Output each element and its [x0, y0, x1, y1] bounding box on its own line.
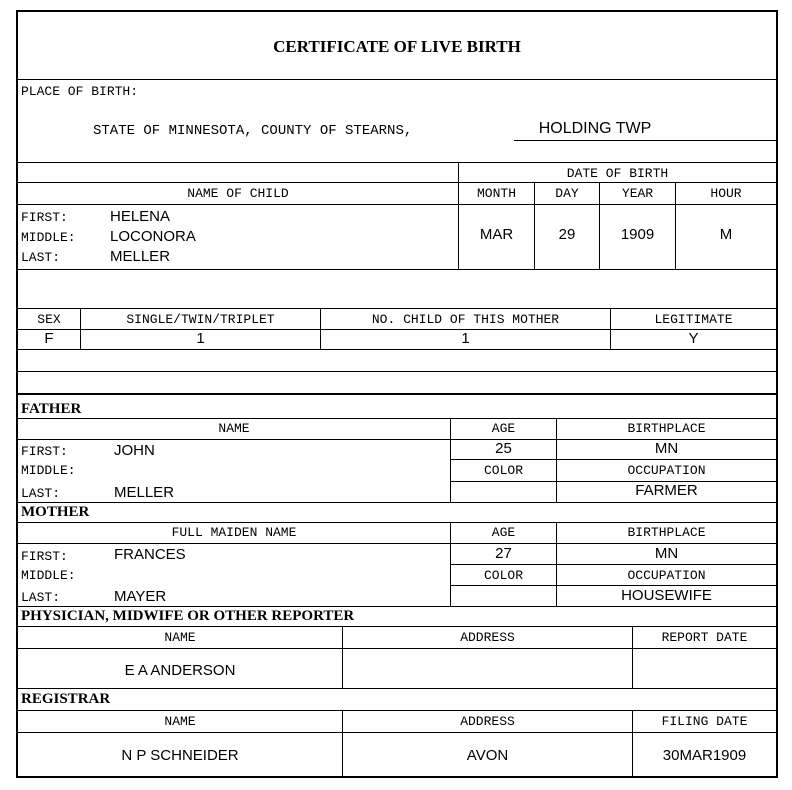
mother-occupation-header: OCCUPATION [627, 568, 706, 583]
father-name-header: NAME [218, 421, 250, 436]
divider [18, 626, 776, 627]
physician-report-date-header: REPORT DATE [661, 630, 748, 645]
father-birthplace: MN [654, 440, 679, 457]
father-last-label: LAST: [21, 486, 61, 501]
father-occupation-header: OCCUPATION [627, 463, 706, 478]
registrar-name-header: NAME [164, 714, 196, 729]
divider [18, 418, 776, 419]
child-last-label: LAST: [21, 250, 61, 265]
father-age: 25 [495, 440, 512, 457]
birth-day: 29 [558, 226, 576, 243]
father-color-header: COLOR [483, 463, 523, 478]
divider [18, 204, 776, 205]
child-first-label: FIRST: [21, 210, 68, 225]
legitimate-header: LEGITIMATE [654, 312, 733, 327]
registrar-section-title: REGISTRAR [21, 691, 111, 707]
physician-section-title: PHYSICIAN, MIDWIFE OR OTHER REPORTER [21, 608, 355, 624]
mother-birthplace: MN [654, 545, 679, 562]
father-first-label: FIRST: [21, 444, 68, 459]
mother-middle-label: MIDDLE: [21, 568, 76, 583]
divider [18, 522, 776, 523]
mother-first-label: FIRST: [21, 549, 68, 564]
divider [18, 502, 776, 503]
divider [18, 606, 776, 607]
physician-address-header: ADDRESS [460, 630, 515, 645]
plurality-header: SINGLE/TWIN/TRIPLET [126, 312, 275, 327]
child-last-name: MELLER [110, 248, 171, 265]
birth-certificate [16, 10, 778, 778]
divider [18, 182, 776, 183]
registrar-filing-date-header: FILING DATE [661, 714, 748, 729]
mother-last-name: MAYER [114, 588, 167, 605]
child-first-name: HELENA [110, 208, 171, 225]
year-header: YEAR [621, 186, 654, 201]
plurality-value: 1 [196, 330, 205, 347]
mother-age: 27 [495, 545, 512, 562]
mother-name-header: FULL MAIDEN NAME [171, 525, 297, 540]
registrar-address-header: ADDRESS [460, 714, 515, 729]
day-header: DAY [555, 186, 579, 201]
township-value: HOLDING TWP [538, 120, 652, 137]
divider [450, 585, 776, 586]
child-middle-name: LOCONORA [110, 228, 196, 245]
divider [18, 79, 776, 80]
birth-month: MAR [479, 226, 514, 243]
father-section-title: FATHER [21, 401, 82, 417]
father-age-header: AGE [491, 421, 516, 436]
divider [450, 459, 776, 460]
section-divider [18, 393, 776, 395]
divider [18, 371, 776, 372]
physician-name: E A ANDERSON [124, 662, 236, 679]
sex-value: F [44, 330, 54, 347]
father-occupation: FARMER [635, 482, 698, 499]
mother-first-name: FRANCES [114, 546, 186, 563]
state-county-text: STATE OF MINNESOTA, COUNTY OF STEARNS, [93, 123, 413, 139]
month-header: MONTH [476, 186, 516, 201]
birth-year: 1909 [620, 226, 655, 243]
place-of-birth-label: PLACE OF BIRTH: [21, 84, 139, 99]
divider [18, 648, 776, 649]
child-number-value: 1 [461, 330, 470, 347]
mother-color-header: COLOR [483, 568, 523, 583]
mother-birthplace-header: BIRTHPLACE [627, 525, 706, 540]
divider [450, 564, 776, 565]
registrar-filing-date: 30MAR1909 [662, 747, 747, 764]
registrar-name: N P SCHNEIDER [121, 747, 239, 764]
child-number-header: NO. CHILD OF THIS MOTHER [371, 312, 560, 327]
physician-name-header: NAME [164, 630, 196, 645]
child-middle-label: MIDDLE: [21, 230, 76, 245]
divider [18, 543, 776, 544]
divider [18, 349, 776, 350]
certificate-title: CERTIFICATE OF LIVE BIRTH [273, 37, 521, 56]
mother-age-header: AGE [491, 525, 516, 540]
divider [18, 710, 776, 711]
father-last-name: MELLER [114, 484, 175, 501]
registrar-address: AVON [466, 747, 509, 764]
divider [18, 688, 776, 689]
birth-hour: M [719, 226, 733, 243]
mother-section-title: MOTHER [21, 504, 90, 520]
hour-header: HOUR [710, 186, 742, 201]
father-first-name: JOHN [114, 442, 155, 459]
father-birthplace-header: BIRTHPLACE [627, 421, 706, 436]
divider [18, 732, 776, 733]
name-of-child-header: NAME OF CHILD [187, 186, 289, 201]
divider [18, 269, 776, 270]
father-middle-label: MIDDLE: [21, 463, 76, 478]
mother-last-label: LAST: [21, 590, 61, 605]
legitimate-value: Y [688, 330, 699, 347]
mother-occupation: HOUSEWIFE [621, 587, 712, 604]
township-underline [514, 140, 776, 141]
sex-header: SEX [37, 312, 61, 327]
divider [18, 308, 776, 309]
date-of-birth-header: DATE OF BIRTH [566, 166, 669, 181]
divider [18, 162, 776, 163]
